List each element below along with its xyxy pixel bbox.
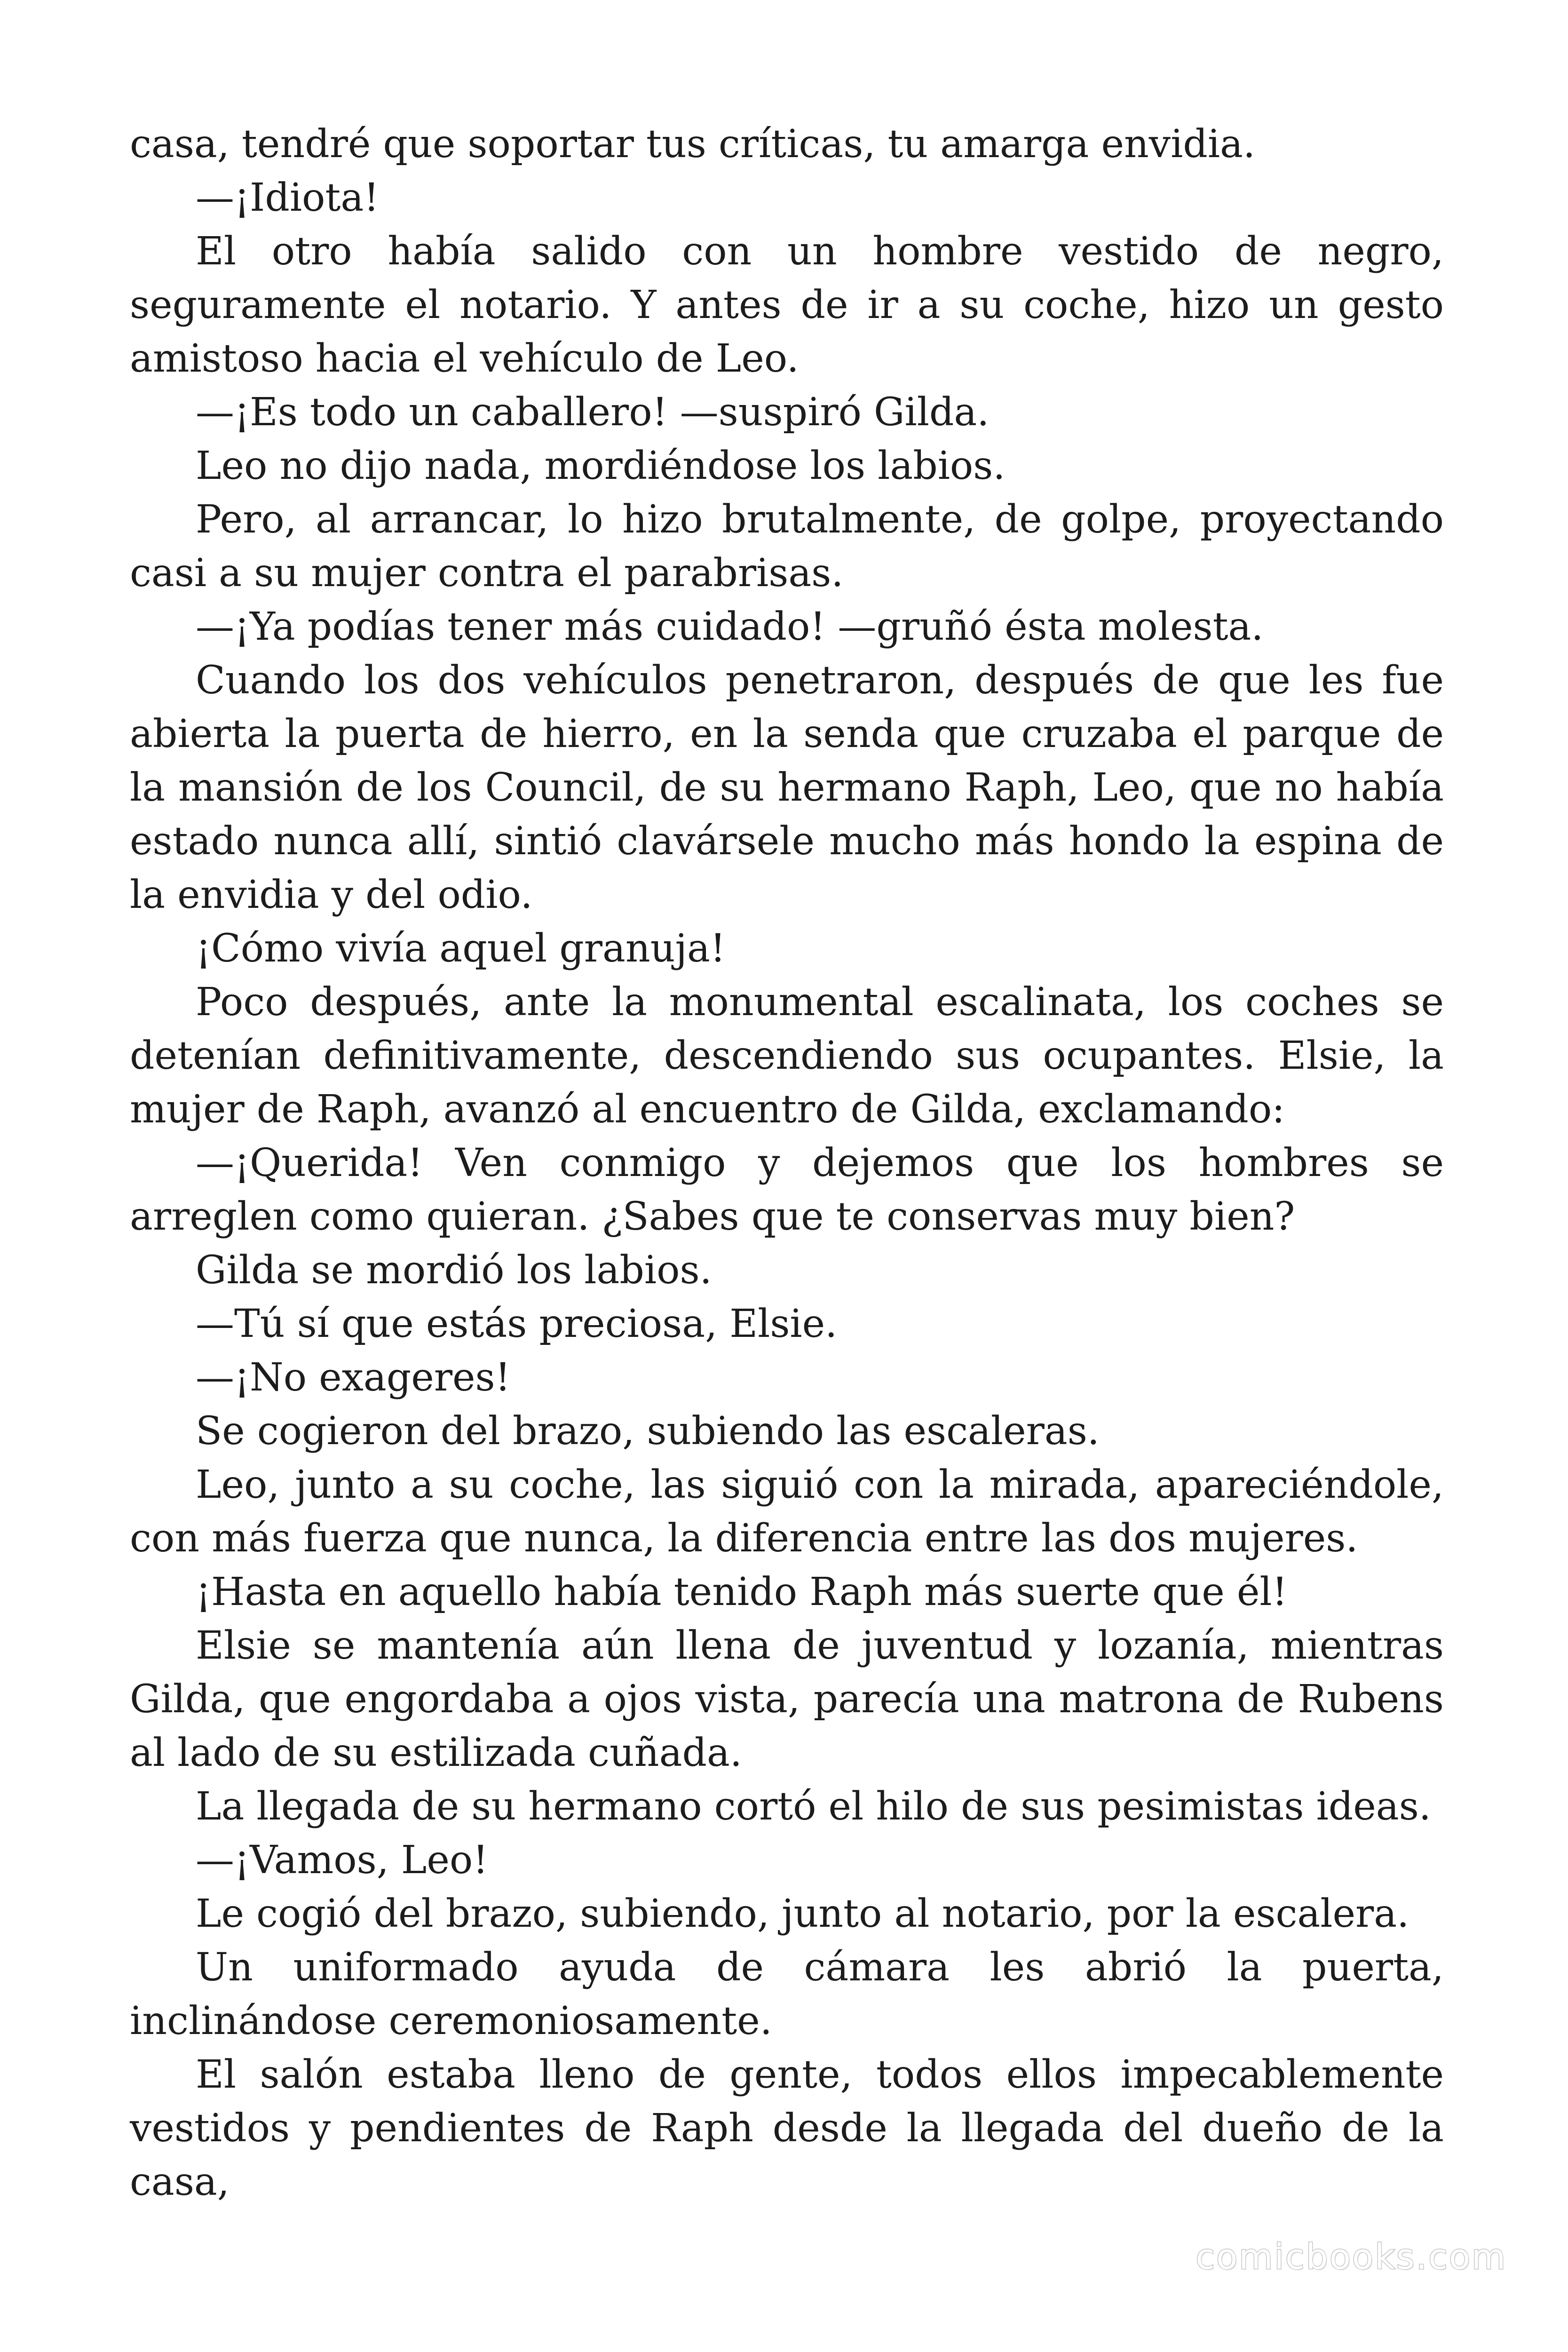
- paragraph: Leo, junto a su coche, las siguió con la mirada, apareciéndole, con más fuerza que nunca, la diferencia entre las dos mujeres.: [130, 1462, 1444, 1561]
- watermark: comicbooks.com: [1196, 2237, 1507, 2277]
- paragraph: Gilda se mordió los labios.: [196, 1248, 712, 1293]
- page-body: [130, 118, 1444, 2209]
- paragraph: Leo no dijo nada, mordiéndose los labios.: [196, 444, 1006, 488]
- paragraph: El salón estaba lleno de gente, todos ellos impecablemente vestidos y pendientes de Raph desde la llegada del dueño de la casa,: [130, 2052, 1444, 2204]
- paragraph: —¡Es todo un caballero! —suspiró Gilda.: [196, 390, 990, 435]
- paragraph: casa, tendré que soportar tus críticas, tu amarga envidia.: [130, 122, 1256, 167]
- paragraph: Elsie se mantenía aún llena de juventud y lozanía, mientras Gilda, que engordaba a ojos vista, parecía una matrona de Rubens al lado de su estilizada cuñada.: [130, 1623, 1444, 1775]
- paragraph: —¡Idiota!: [196, 175, 380, 220]
- paragraph: ¡Cómo vivía aquel granuja!: [196, 926, 726, 971]
- paragraph: —¡Querida! Ven conmigo y dejemos que los hombres se arreglen como quieran. ¿Sabes que te conservas muy bien?: [130, 1141, 1444, 1239]
- paragraph: El otro había salido con un hombre vestido de negro, seguramente el notario. Y antes de ir a su coche, hizo un gesto amistoso hacia el vehículo de Leo.: [130, 229, 1444, 381]
- paragraph: —¡Ya podías tener más cuidado! —gruñó ésta molesta.: [196, 604, 1264, 649]
- paragraph: Poco después, ante la monumental escalinata, los coches se detenían definitivamente, descendiendo sus ocupantes. Elsie, la mujer de Raph, avanzó al encuentro de Gilda, exclamando:: [130, 980, 1444, 1132]
- paragraph: Pero, al arrancar, lo hizo brutalmente, de golpe, proyectando casi a su mujer contra el parabrisas.: [130, 497, 1444, 596]
- paragraph: —¡Vamos, Leo!: [196, 1838, 489, 1883]
- paragraph: ¡Hasta en aquello había tenido Raph más suerte que él!: [196, 1570, 1288, 1614]
- paragraph: —Tú sí que estás preciosa, Elsie.: [196, 1302, 838, 1346]
- paragraph: Un uniformado ayuda de cámara les abrió la puerta, inclinándose ceremoniosamente.: [130, 1945, 1444, 2043]
- paragraph: Cuando los dos vehículos penetraron, después de que les fue abierta la puerta de hierro, en la senda que cruzaba el parque de la mansión de los Council, de su hermano Raph, Leo, que no había estado nunca allí, sintió clavársele mucho más hondo la espina de la envidia y del odio.: [130, 658, 1444, 917]
- paragraph: —¡No exageres!: [196, 1355, 511, 1400]
- paragraph: Le cogió del brazo, subiendo, junto al notario, por la escalera.: [196, 1891, 1410, 1936]
- paragraph: La llegada de su hermano cortó el hilo de sus pesimistas ideas.: [196, 1784, 1431, 1829]
- paragraph: Se cogieron del brazo, subiendo las escaleras.: [196, 1409, 1100, 1454]
